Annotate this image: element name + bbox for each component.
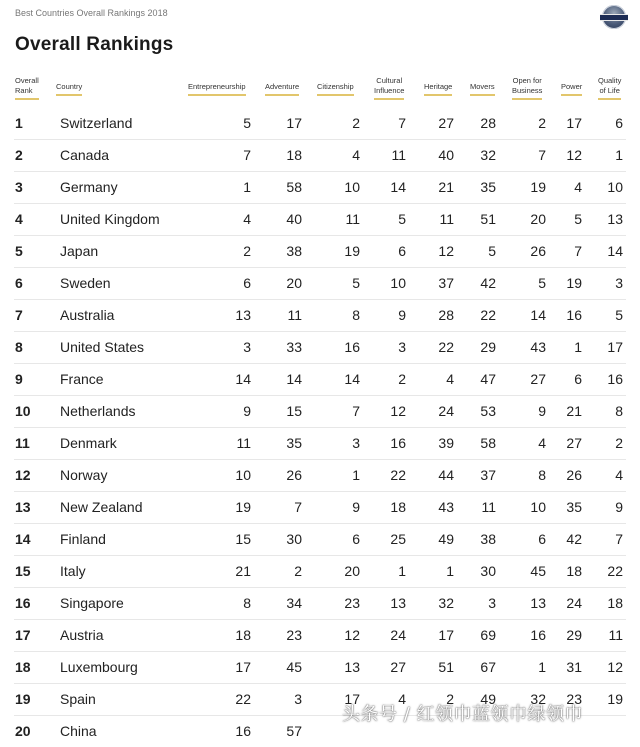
adventure-cell: 35 bbox=[286, 435, 302, 451]
quality-of-life-cell: 13 bbox=[607, 211, 623, 227]
open-for-business-cell: 14 bbox=[530, 307, 546, 323]
cultural-influence-cell: 12 bbox=[390, 403, 406, 419]
table-row bbox=[14, 396, 626, 428]
rank-cell: 7 bbox=[15, 307, 23, 323]
cultural-influence-cell: 7 bbox=[398, 115, 406, 131]
header-open-for-business bbox=[512, 76, 542, 100]
power-cell: 31 bbox=[566, 659, 582, 675]
heritage-cell: 1 bbox=[446, 563, 454, 579]
cultural-influence-cell: 6 bbox=[398, 243, 406, 259]
heritage-cell: 37 bbox=[438, 275, 454, 291]
entrepreneurship-cell: 6 bbox=[243, 275, 251, 291]
movers-cell: 67 bbox=[480, 659, 496, 675]
movers-cell: 37 bbox=[480, 467, 496, 483]
table-row bbox=[14, 204, 626, 236]
quality-of-life-cell: 6 bbox=[615, 115, 623, 131]
movers-cell: 22 bbox=[480, 307, 496, 323]
heritage-cell: 11 bbox=[439, 211, 454, 227]
open-for-business-cell: 1 bbox=[538, 659, 546, 675]
cultural-influence-cell: 22 bbox=[390, 467, 406, 483]
movers-cell: 11 bbox=[481, 499, 496, 515]
movers-cell: 49 bbox=[480, 691, 496, 707]
cultural-influence-cell: 3 bbox=[398, 339, 406, 355]
heritage-cell: 4 bbox=[446, 371, 454, 387]
entrepreneurship-cell: 3 bbox=[243, 339, 251, 355]
power-cell: 12 bbox=[566, 147, 582, 163]
header-country bbox=[56, 82, 82, 96]
quality-of-life-cell bbox=[583, 716, 623, 746]
quality-of-life-cell: 18 bbox=[607, 595, 623, 611]
open-for-business-cell: 32 bbox=[530, 691, 546, 707]
movers-cell: 69 bbox=[480, 627, 496, 643]
adventure-cell: 30 bbox=[286, 531, 302, 547]
watermark-text: 头条号 / 红领巾蓝领巾绿领巾 bbox=[342, 704, 584, 725]
citizenship-cell: 11 bbox=[345, 211, 360, 227]
table-row bbox=[14, 300, 626, 332]
power-cell: 19 bbox=[566, 275, 582, 291]
heritage-cell: 32 bbox=[438, 595, 454, 611]
adventure-cell: 33 bbox=[286, 339, 302, 355]
movers-cell: 5 bbox=[488, 243, 496, 259]
adventure-cell: 26 bbox=[286, 467, 302, 483]
citizenship-cell: 17 bbox=[344, 691, 360, 707]
rank-cell: 6 bbox=[15, 275, 23, 291]
country-cell: Austria bbox=[60, 627, 104, 643]
citizenship-cell: 8 bbox=[352, 307, 360, 323]
header-power-label: Power bbox=[561, 82, 582, 96]
entrepreneurship-cell: 9 bbox=[243, 403, 251, 419]
country-cell: Singapore bbox=[60, 595, 124, 611]
rankings-table-body bbox=[0, 108, 640, 747]
header-movers bbox=[470, 82, 495, 96]
country-cell: Switzerland bbox=[60, 115, 133, 131]
rank-cell: 12 bbox=[15, 467, 31, 483]
open-for-business-cell: 4 bbox=[538, 435, 546, 451]
entrepreneurship-cell: 18 bbox=[235, 627, 251, 643]
rank-cell: 18 bbox=[15, 659, 31, 675]
cultural-influence-cell: 2 bbox=[398, 371, 406, 387]
country-cell: Luxembourg bbox=[60, 659, 138, 675]
citizenship-cell: 23 bbox=[344, 595, 360, 611]
cultural-influence-cell: 14 bbox=[390, 179, 406, 195]
movers-cell: 29 bbox=[480, 339, 496, 355]
table-row bbox=[14, 652, 626, 684]
open-for-business-cell: 43 bbox=[530, 339, 546, 355]
adventure-cell: 11 bbox=[287, 307, 302, 323]
cultural-influence-cell: 1 bbox=[398, 563, 406, 579]
header-entrepreneurship bbox=[188, 82, 246, 96]
table-row bbox=[14, 524, 626, 556]
cultural-influence-cell: 18 bbox=[390, 499, 406, 515]
citizenship-cell: 6 bbox=[352, 531, 360, 547]
movers-cell: 30 bbox=[480, 563, 496, 579]
header-adventure bbox=[265, 82, 299, 96]
open-for-business-cell: 26 bbox=[530, 243, 546, 259]
power-cell: 5 bbox=[574, 211, 582, 227]
table-row bbox=[14, 268, 626, 300]
power-cell: 26 bbox=[566, 467, 582, 483]
country-cell: United Kingdom bbox=[60, 211, 160, 227]
movers-cell: 53 bbox=[480, 403, 496, 419]
power-cell: 6 bbox=[574, 371, 582, 387]
table-row bbox=[14, 428, 626, 460]
entrepreneurship-cell: 14 bbox=[235, 371, 251, 387]
quality-of-life-cell: 19 bbox=[607, 691, 623, 707]
power-cell: 29 bbox=[566, 627, 582, 643]
rank-cell: 9 bbox=[15, 371, 23, 387]
citizenship-cell: 1 bbox=[352, 467, 360, 483]
open-for-business-cell: 5 bbox=[538, 275, 546, 291]
table-row bbox=[14, 108, 626, 140]
cultural-influence-cell: 25 bbox=[390, 531, 406, 547]
power-cell: 42 bbox=[566, 531, 582, 547]
quality-of-life-cell: 17 bbox=[607, 339, 623, 355]
open-for-business-cell: 16 bbox=[530, 627, 546, 643]
country-cell: Canada bbox=[60, 147, 110, 163]
header-citizenship bbox=[317, 82, 354, 96]
entrepreneurship-cell: 13 bbox=[235, 307, 251, 323]
heritage-cell: 17 bbox=[438, 627, 454, 643]
quality-of-life-cell: 16 bbox=[607, 371, 623, 387]
heritage-cell: 44 bbox=[438, 467, 454, 483]
rank-cell: 8 bbox=[15, 339, 23, 355]
header-qol-line-2: of Life bbox=[599, 86, 620, 95]
adventure-cell: 18 bbox=[286, 147, 302, 163]
citizenship-cell: 5 bbox=[352, 275, 360, 291]
power-cell: 16 bbox=[566, 307, 582, 323]
header-quality-of-life bbox=[598, 76, 621, 100]
power-cell: 18 bbox=[566, 563, 582, 579]
header-qol-line-1: Quality bbox=[598, 76, 622, 85]
power-cell: 27 bbox=[566, 435, 582, 451]
quality-of-life-cell: 10 bbox=[607, 179, 623, 195]
cultural-influence-cell: 10 bbox=[390, 275, 406, 291]
quality-of-life-cell: 4 bbox=[615, 467, 623, 483]
country-cell: New Zealand bbox=[60, 499, 143, 515]
entrepreneurship-cell: 10 bbox=[235, 467, 251, 483]
movers-cell: 32 bbox=[480, 147, 496, 163]
cultural-influence-cell: 24 bbox=[390, 627, 406, 643]
source-label: Best Countries Overall Rankings 2018 bbox=[15, 8, 168, 18]
cultural-influence-cell: 27 bbox=[390, 659, 406, 675]
citizenship-cell: 12 bbox=[344, 627, 360, 643]
header-rank-line-2: Rank bbox=[15, 86, 33, 95]
open-for-business-cell: 10 bbox=[530, 499, 546, 515]
citizenship-cell: 20 bbox=[344, 563, 360, 579]
quality-of-life-cell: 9 bbox=[615, 499, 623, 515]
header-heritage-label: Heritage bbox=[424, 82, 452, 96]
citizenship-cell: 14 bbox=[344, 371, 360, 387]
heritage-cell: 22 bbox=[438, 339, 454, 355]
power-cell: 17 bbox=[566, 115, 582, 131]
country-cell: Norway bbox=[60, 467, 108, 483]
rank-cell: 17 bbox=[15, 627, 31, 643]
header-open-line-2: Business bbox=[512, 86, 543, 95]
rank-cell: 2 bbox=[15, 147, 23, 163]
header-open-line-1: Open for bbox=[512, 76, 542, 85]
table-row bbox=[14, 364, 626, 396]
cultural-influence-cell: 5 bbox=[398, 211, 406, 227]
rank-cell: 15 bbox=[15, 563, 31, 579]
movers-cell: 28 bbox=[480, 115, 496, 131]
header-adventure-label: Adventure bbox=[265, 82, 299, 96]
table-row bbox=[14, 236, 626, 268]
citizenship-cell: 10 bbox=[344, 179, 360, 195]
country-cell: Germany bbox=[60, 179, 118, 195]
rank-cell: 14 bbox=[15, 531, 31, 547]
open-for-business-cell: 6 bbox=[538, 531, 546, 547]
power-cell: 4 bbox=[574, 179, 582, 195]
header-citizenship-label: Citizenship bbox=[317, 82, 354, 96]
heritage-cell: 2 bbox=[446, 691, 454, 707]
cultural-influence-cell: 13 bbox=[390, 595, 406, 611]
table-row bbox=[14, 620, 626, 652]
open-for-business-cell: 19 bbox=[530, 179, 546, 195]
citizenship-cell: 7 bbox=[352, 403, 360, 419]
open-for-business-cell: 7 bbox=[538, 147, 546, 163]
adventure-cell: 17 bbox=[286, 115, 302, 131]
table-row bbox=[14, 588, 626, 620]
table-row bbox=[14, 140, 626, 172]
country-cell: China bbox=[60, 723, 97, 739]
adventure-cell: 58 bbox=[286, 179, 302, 195]
rank-cell: 19 bbox=[15, 691, 31, 707]
header-cultural-line-2: Influence bbox=[374, 86, 405, 95]
table-row bbox=[14, 332, 626, 364]
movers-cell: 38 bbox=[480, 531, 496, 547]
adventure-cell: 38 bbox=[286, 243, 302, 259]
page-title: Overall Rankings bbox=[15, 34, 174, 55]
entrepreneurship-cell: 15 bbox=[235, 531, 251, 547]
rank-cell: 10 bbox=[15, 403, 31, 419]
adventure-cell: 15 bbox=[286, 403, 302, 419]
header-power bbox=[561, 82, 582, 96]
quality-of-life-cell: 2 bbox=[615, 435, 623, 451]
header-heritage bbox=[424, 82, 452, 96]
quality-of-life-cell: 11 bbox=[608, 627, 623, 643]
country-cell: Finland bbox=[60, 531, 106, 547]
adventure-cell: 7 bbox=[294, 499, 302, 515]
us-news-logo-icon bbox=[602, 5, 626, 29]
country-cell: Netherlands bbox=[60, 403, 136, 419]
rank-cell: 13 bbox=[15, 499, 31, 515]
citizenship-cell: 19 bbox=[344, 243, 360, 259]
header-cultural-line-1: Cultural bbox=[376, 76, 403, 85]
adventure-cell: 40 bbox=[286, 211, 302, 227]
adventure-cell: 20 bbox=[286, 275, 302, 291]
country-cell: Spain bbox=[60, 691, 96, 707]
header-cultural-influence bbox=[374, 76, 404, 100]
entrepreneurship-cell: 7 bbox=[243, 147, 251, 163]
quality-of-life-cell: 22 bbox=[607, 563, 623, 579]
country-cell: Italy bbox=[60, 563, 86, 579]
entrepreneurship-cell: 1 bbox=[243, 179, 251, 195]
citizenship-cell: 16 bbox=[344, 339, 360, 355]
citizenship-cell: 9 bbox=[352, 499, 360, 515]
heritage-cell: 51 bbox=[438, 659, 454, 675]
cultural-influence-cell: 16 bbox=[390, 435, 406, 451]
quality-of-life-cell: 3 bbox=[615, 275, 623, 291]
entrepreneurship-cell: 17 bbox=[235, 659, 251, 675]
heritage-cell: 39 bbox=[438, 435, 454, 451]
table-row bbox=[14, 460, 626, 492]
open-for-business-cell: 13 bbox=[530, 595, 546, 611]
header-country-label: Country bbox=[56, 82, 82, 96]
header-entrepreneurship-label: Entrepreneurship bbox=[188, 82, 246, 96]
table-row bbox=[14, 172, 626, 204]
citizenship-cell: 13 bbox=[344, 659, 360, 675]
citizenship-cell: 2 bbox=[352, 115, 360, 131]
heritage-cell: 12 bbox=[438, 243, 454, 259]
power-cell: 23 bbox=[566, 691, 582, 707]
power-cell: 1 bbox=[574, 339, 582, 355]
heritage-cell: 49 bbox=[438, 531, 454, 547]
heritage-cell: 43 bbox=[438, 499, 454, 515]
movers-cell: 42 bbox=[480, 275, 496, 291]
adventure-cell: 45 bbox=[286, 659, 302, 675]
quality-of-life-cell: 1 bbox=[615, 147, 623, 163]
adventure-cell: 2 bbox=[294, 563, 302, 579]
entrepreneurship-cell: 21 bbox=[235, 563, 251, 579]
heritage-cell: 24 bbox=[438, 403, 454, 419]
adventure-cell: 3 bbox=[294, 691, 302, 707]
citizenship-cell: 4 bbox=[352, 147, 360, 163]
entrepreneurship-cell: 19 bbox=[235, 499, 251, 515]
entrepreneurship-cell: 22 bbox=[235, 691, 251, 707]
quality-of-life-cell: 14 bbox=[607, 243, 623, 259]
rank-cell: 3 bbox=[15, 179, 23, 195]
table-header bbox=[0, 70, 640, 106]
power-cell: 24 bbox=[566, 595, 582, 611]
table-row bbox=[14, 492, 626, 524]
movers-cell: 35 bbox=[480, 179, 496, 195]
power-cell: 7 bbox=[574, 243, 582, 259]
open-for-business-cell: 27 bbox=[530, 371, 546, 387]
rank-cell: 11 bbox=[15, 435, 30, 451]
heritage-cell: 21 bbox=[438, 179, 454, 195]
country-cell: France bbox=[60, 371, 104, 387]
country-cell: Australia bbox=[60, 307, 115, 323]
rank-cell: 4 bbox=[15, 211, 23, 227]
quality-of-life-cell: 12 bbox=[607, 659, 623, 675]
header-rank-line-1: Overall bbox=[15, 76, 39, 85]
open-for-business-cell: 45 bbox=[530, 563, 546, 579]
heritage-cell: 28 bbox=[438, 307, 454, 323]
quality-of-life-cell: 7 bbox=[615, 531, 623, 547]
quality-of-life-cell: 8 bbox=[615, 403, 623, 419]
heritage-cell: 27 bbox=[438, 115, 454, 131]
entrepreneurship-cell: 4 bbox=[243, 211, 251, 227]
open-for-business-cell: 8 bbox=[538, 467, 546, 483]
entrepreneurship-cell: 16 bbox=[235, 723, 251, 739]
rank-cell: 20 bbox=[15, 723, 31, 739]
cultural-influence-cell: 11 bbox=[391, 147, 406, 163]
quality-of-life-cell: 5 bbox=[615, 307, 623, 323]
open-for-business-cell: 2 bbox=[538, 115, 546, 131]
entrepreneurship-cell: 8 bbox=[243, 595, 251, 611]
power-cell: 35 bbox=[566, 499, 582, 515]
cultural-influence-cell: 9 bbox=[398, 307, 406, 323]
open-for-business-cell: 9 bbox=[538, 403, 546, 419]
rank-cell: 16 bbox=[15, 595, 31, 611]
adventure-cell: 23 bbox=[286, 627, 302, 643]
open-for-business-cell: 20 bbox=[530, 211, 546, 227]
adventure-cell: 57 bbox=[286, 723, 302, 739]
movers-cell: 51 bbox=[480, 211, 496, 227]
country-cell: Denmark bbox=[60, 435, 117, 451]
rank-cell: 5 bbox=[15, 243, 23, 259]
power-cell: 21 bbox=[566, 403, 582, 419]
header-overall-rank bbox=[15, 76, 39, 100]
movers-cell: 47 bbox=[480, 371, 496, 387]
entrepreneurship-cell: 5 bbox=[243, 115, 251, 131]
country-cell: United States bbox=[60, 339, 145, 355]
header-movers-label: Movers bbox=[470, 82, 495, 96]
table-row bbox=[14, 556, 626, 588]
rank-cell: 1 bbox=[15, 115, 23, 131]
entrepreneurship-cell: 11 bbox=[236, 435, 251, 451]
adventure-cell: 14 bbox=[286, 371, 302, 387]
country-cell: Japan bbox=[60, 243, 99, 259]
adventure-cell: 34 bbox=[286, 595, 302, 611]
cultural-influence-cell: 4 bbox=[398, 691, 406, 707]
country-cell: Sweden bbox=[60, 275, 111, 291]
heritage-cell: 40 bbox=[438, 147, 454, 163]
citizenship-cell: 3 bbox=[352, 435, 360, 451]
movers-cell: 3 bbox=[488, 595, 496, 611]
entrepreneurship-cell: 2 bbox=[243, 243, 251, 259]
movers-cell: 58 bbox=[480, 435, 496, 451]
